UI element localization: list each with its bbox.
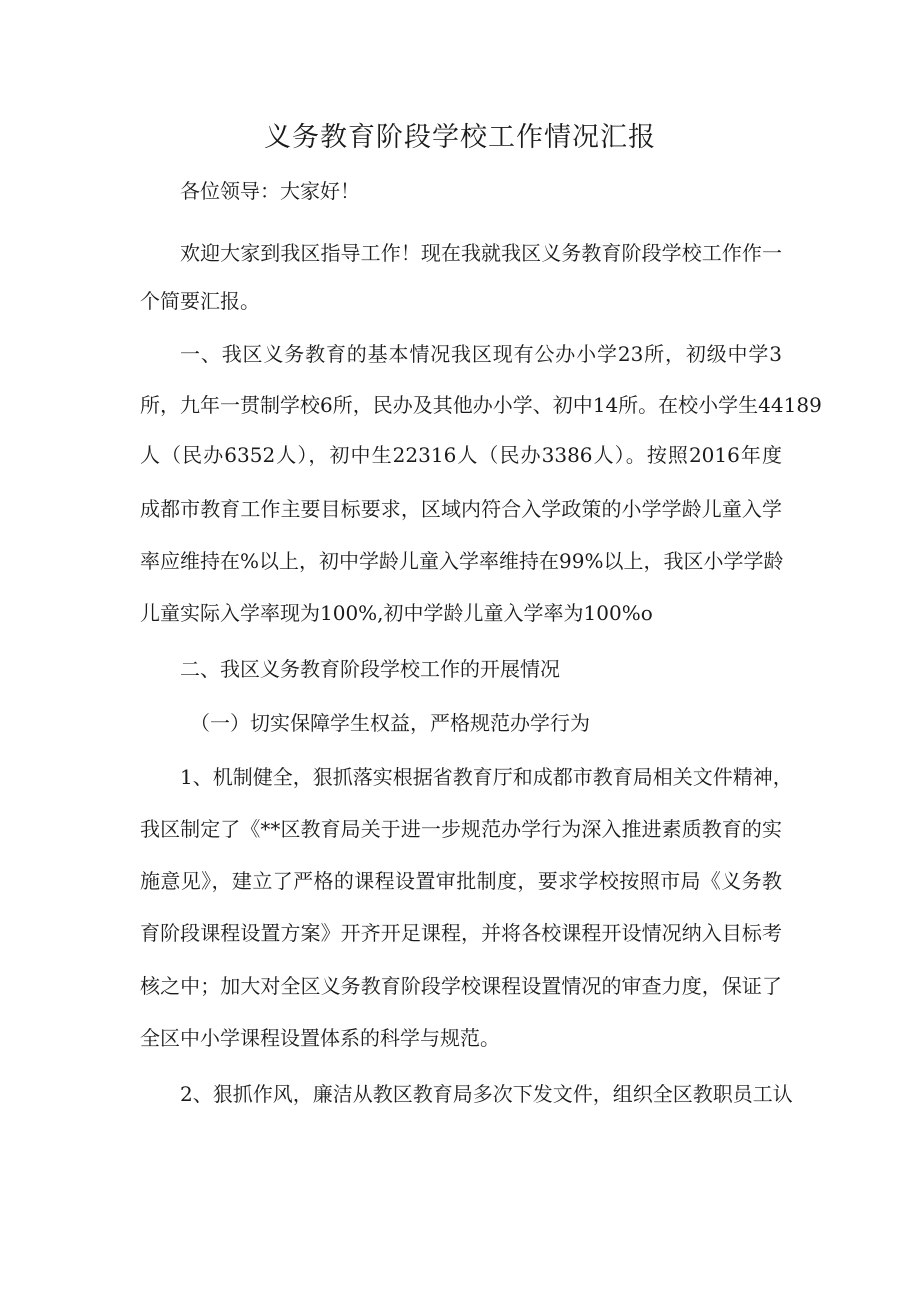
para1-line-2: 个简要汇报。 bbox=[140, 289, 260, 313]
para3-line-3: 施意见》，建立了严格的课程设置审批制度，要求学校按照市局《义务教 bbox=[140, 869, 782, 893]
para3-line-5: 核之中；加大对全区义务教育阶段学校课程设置情况的审查力度，保证了 bbox=[140, 974, 782, 998]
para2-line-6: 儿童实际入学率现为100%,初中学龄儿童入学率为100%o bbox=[140, 601, 653, 625]
para2-line-5: 率应维持在%以上，初中学龄儿童入学率维持在99%以上，我区小学学龄 bbox=[140, 549, 784, 573]
para2-line-3: 人（民办6352人），初中生22316人（民办3386人）。按照2016年度 bbox=[140, 443, 782, 467]
para2-line-4: 成都市教育工作主要目标要求，区域内符合入学政策的小学学龄儿童入学 bbox=[140, 497, 782, 521]
para3-line-1: 1、机制健全，狠抓落实根据省教育厅和成都市教育局相关文件精神， bbox=[180, 765, 793, 789]
para1-line-1: 欢迎大家到我区指导工作！现在我就我区义务教育阶段学校工作作一 bbox=[180, 241, 782, 265]
para2-line-1: 一、我区义务教育的基本情况我区现有公办小学23所，初级中学3 bbox=[180, 342, 782, 366]
para2-line-2: 所，九年一贯制学校6所，民办及其他办小学、初中14所。在校小学生44189 bbox=[140, 393, 822, 417]
para4-line-1: 2、狠抓作风，廉洁从教区教育局多次下发文件，组织全区教职员工认 bbox=[180, 1082, 793, 1106]
para3-line-6: 全区中小学课程设置体系的科学与规范。 bbox=[140, 1026, 500, 1050]
para3-line-4: 育阶段课程设置方案》开齐开足课程，并将各校课程开设情况纳入目标考 bbox=[140, 921, 782, 945]
document-title: 义务教育阶段学校工作情况汇报 bbox=[264, 122, 656, 153]
para3-line-2: 我区制定了《**区教育局关于进一步规范办学行为深入推进素质教育的实 bbox=[140, 817, 782, 841]
subheading-1: （一）切实保障学生权益，严格规范办学行为 bbox=[190, 711, 590, 735]
section-heading-2: 二、我区义务教育阶段学校工作的开展情况 bbox=[180, 657, 560, 681]
greeting-line: 各位领导：大家好！ bbox=[180, 179, 360, 203]
